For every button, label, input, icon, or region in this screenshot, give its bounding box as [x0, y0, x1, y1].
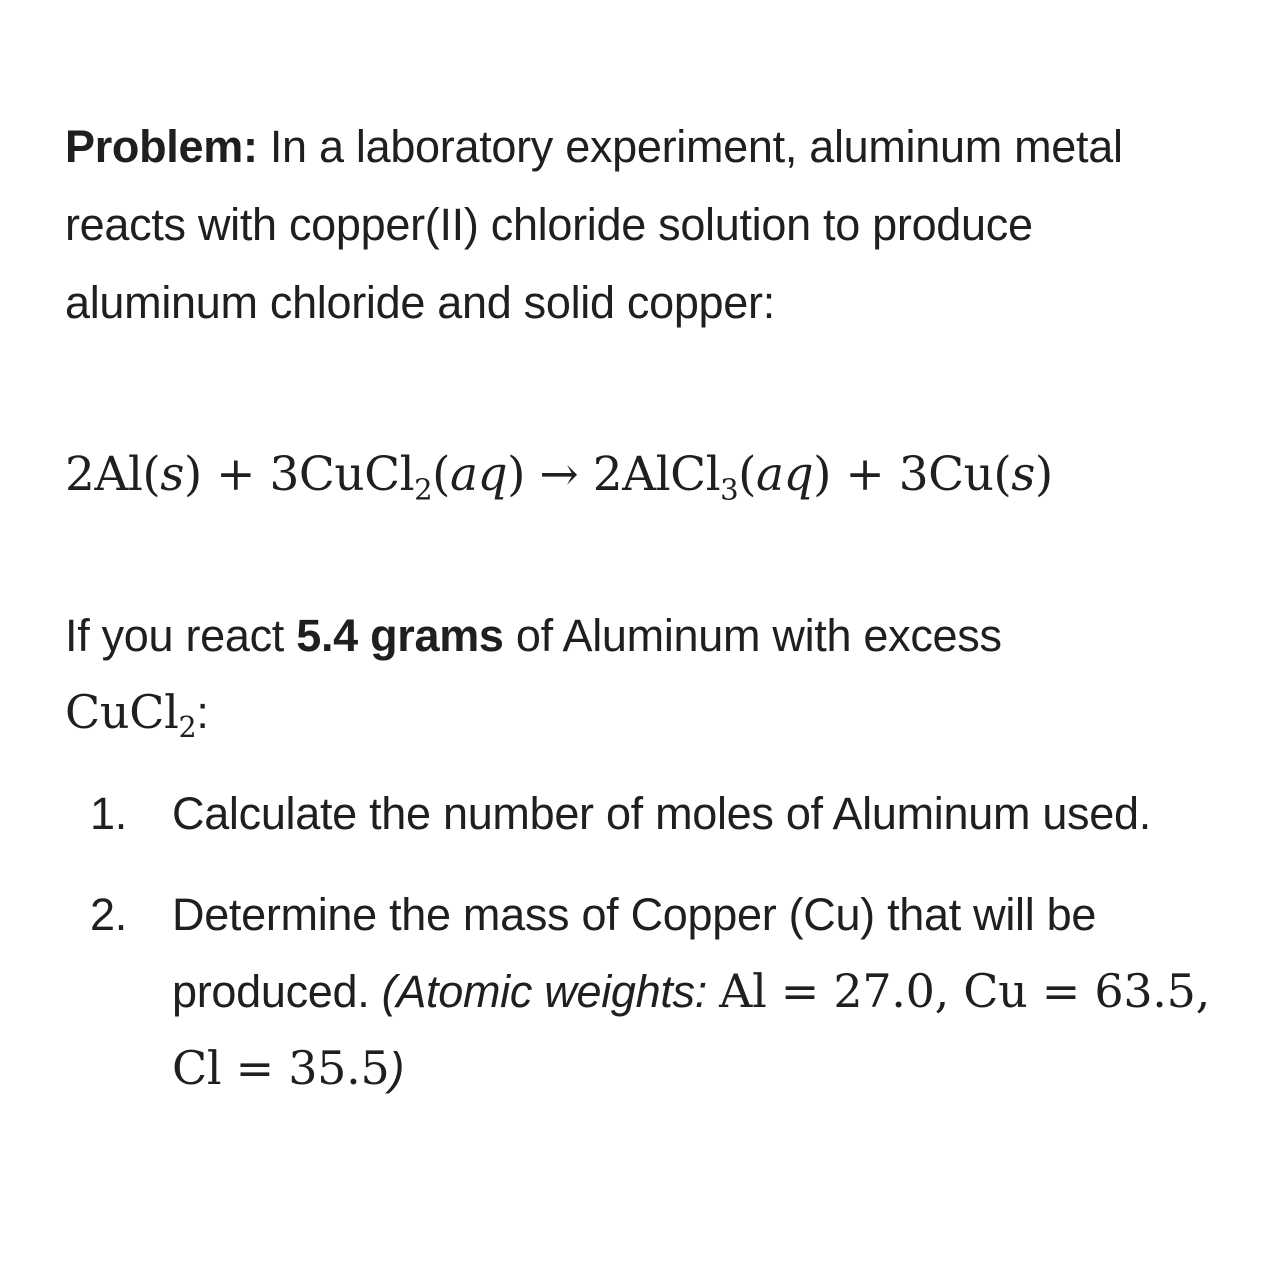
product1-coefficient: 2: [592, 447, 623, 502]
product1-formula: AlCl: [622, 447, 721, 502]
product1-state: aq: [755, 447, 814, 502]
question-pre: If you react: [65, 610, 285, 661]
aluminum-mass: 5.4 grams: [296, 610, 504, 661]
plus-sign: +: [845, 447, 885, 502]
question-post: of Aluminum with excess: [515, 610, 1002, 661]
excess-reagent-subscript: 2: [178, 711, 197, 745]
question-colon: :: [196, 687, 209, 738]
product1-subscript: 3: [720, 472, 739, 507]
problem-statement: [65, 108, 1205, 342]
question-text: [65, 598, 1205, 751]
problem-text: In a laboratory experiment, aluminum metal reacts with copper(II) chloride solution to produce aluminum chloride and solid copper:: [65, 121, 1123, 328]
step-text: Determine the mass of Copper (Cu) that will be produced.: [172, 889, 1097, 1017]
reactant2-formula: CuCl: [298, 447, 415, 502]
reaction-arrow: →: [539, 447, 579, 502]
step-list: [90, 775, 1210, 1107]
atomic-weights-close: ): [389, 1043, 405, 1094]
reactant1-formula: Al: [94, 447, 143, 502]
reactant2-coefficient: 3: [269, 447, 299, 502]
step-number: 1.: [90, 788, 127, 839]
step-number: 2.: [90, 889, 127, 940]
chemical-equation: 2Al(s) + 3CuCl$_2$(aq) → 2AlCl$_3$(aq) + 3Cu(s): [65, 447, 1053, 507]
step-text: Calculate the number of moles of Aluminum used.: [172, 788, 1151, 839]
reactant2-subscript: 2: [414, 472, 433, 507]
list-item: [90, 775, 1210, 852]
product2-state: s: [1011, 447, 1035, 502]
excess-reagent: [65, 685, 197, 745]
reactant1-state: s: [160, 447, 184, 502]
list-item: [90, 876, 1210, 1107]
plus-sign: +: [216, 447, 256, 502]
reactant1-coefficient: 2: [65, 447, 95, 502]
problem-label: Problem:: [65, 121, 258, 172]
atomic-weights-values: Al = 27.0, Cu = 63.5, Cl = 35.5: [172, 964, 1210, 1095]
product2-formula: Cu: [928, 447, 994, 502]
atomic-weights-note: (Atomic weights:: [381, 966, 707, 1017]
product2-coefficient: 3: [898, 447, 929, 502]
excess-reagent-formula: CuCl: [65, 685, 179, 739]
reactant2-state: aq: [450, 447, 508, 502]
